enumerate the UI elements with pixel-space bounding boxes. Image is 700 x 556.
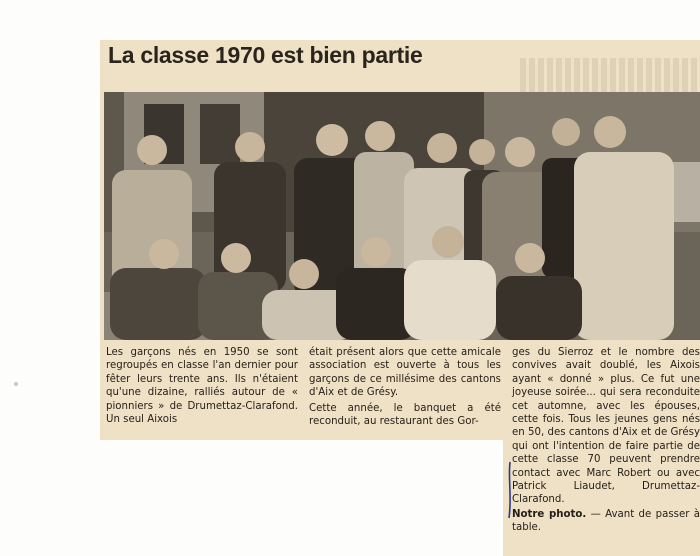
group-photo-illustration — [104, 92, 700, 340]
photo-caption-text: — Avant de passer à table. — [512, 508, 700, 534]
article-paragraph-3: ges du Sierroz et le nombre des convives avait doublé, les Aixois ayant « donné » plus. Ce fut une joyeuse soirée... qui sera reconduite cet automne, avec les épouses, cette fois. Tous les jeunes gens nés en 50, des cantons d'Aix et de Grésy qui ont l'intention de faire partie de cette classe 70 peuvent prendre contact avec Marc Robert ou avec Patrick Liaudet, Drumettaz-Clarafond. — [512, 347, 700, 506]
group-photo — [104, 92, 700, 340]
article-paragraph-2a: était présent alors que cette amicale association est ouverte à tous les garçons de ce millésime des cantons d'Aix et de Grésy. — [309, 347, 501, 399]
pen-mark — [506, 460, 514, 520]
photo-caption — [512, 508, 700, 535]
article-column-2 — [309, 346, 501, 428]
article-column-3 — [512, 346, 700, 535]
paper-speck — [14, 382, 18, 386]
article-paragraph-2b: Cette année, le banquet a été reconduit, au restaurant des Gor- — [309, 402, 501, 428]
article-headline: La classe 1970 est bien partie — [108, 42, 423, 68]
photo-caption-label: Notre photo. — [512, 508, 587, 520]
article-column-1: Les garçons nés en 1950 se sont regroupés en classe l'an dernier pour fêter leurs trente ans. Ils n'étaient qu'une dizaine, ralliés autour de « pionniers » de Drumettaz-Clarafond. Un seul Aixois — [106, 347, 298, 426]
